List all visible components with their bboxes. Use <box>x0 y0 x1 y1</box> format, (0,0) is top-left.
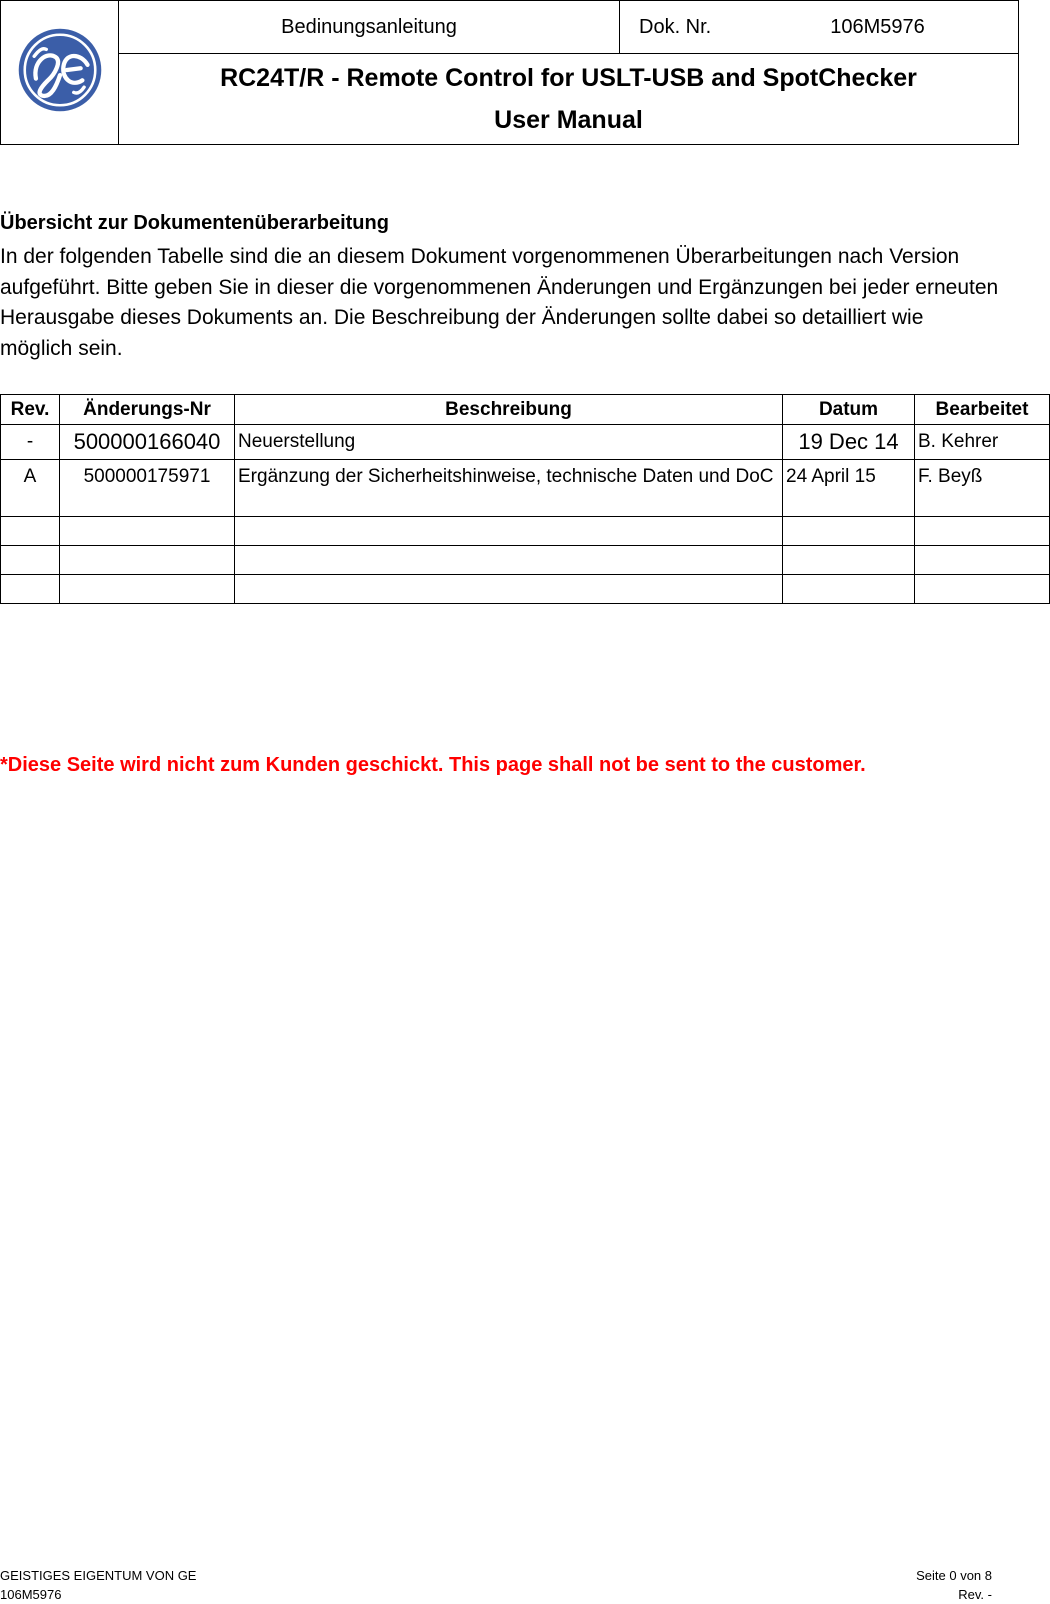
cell-date: 19 Dec 14 <box>783 425 915 460</box>
cell-change-number: 500000166040 <box>60 425 235 460</box>
footer-page-number: Seite 0 von 8 <box>916 1568 992 1583</box>
title-line-2: User Manual <box>494 106 643 134</box>
empty-cell <box>915 517 1050 546</box>
cell-editor: B. Kehrer <box>915 425 1050 460</box>
customer-notice: *Diese Seite wird nicht zum Kunden geschickt. This page shall not be sent to the customer. <box>0 754 866 776</box>
cell-change-number: 500000175971 <box>60 460 235 517</box>
empty-cell <box>783 517 915 546</box>
doc-number: 106M5976 <box>737 1 1019 54</box>
header-description: Beschreibung <box>235 395 783 425</box>
empty-cell <box>915 546 1050 575</box>
section-heading: Übersicht zur Dokumentenüberarbeitung <box>0 212 389 234</box>
empty-cell <box>1 517 60 546</box>
title-line-1: RC24T/R - Remote Control for USLT-USB and SpotChecker <box>220 64 917 92</box>
footer-doc-number: 106M5976 <box>0 1587 62 1602</box>
page-footer <box>0 1566 992 1604</box>
document-title <box>119 54 1019 145</box>
cell-description: Neuerstellung <box>235 425 783 460</box>
footer-ownership: GEISTIGES EIGENTUM VON GE <box>0 1568 197 1583</box>
empty-cell <box>60 546 235 575</box>
table-header-row <box>1 395 1050 425</box>
empty-cell <box>783 575 915 604</box>
doc-type: Bedinungsanleitung <box>119 1 620 54</box>
cell-description: Ergänzung der Sicherheitshinweise, technische Daten und DoC <box>235 460 783 517</box>
footer-revision: Rev. - <box>958 1587 992 1602</box>
empty-row <box>1 546 1050 575</box>
empty-row <box>1 517 1050 546</box>
empty-cell <box>235 517 783 546</box>
empty-row <box>1 575 1050 604</box>
header-date: Datum <box>783 395 915 425</box>
table-row <box>1 425 1050 460</box>
table-row <box>1 460 1050 517</box>
empty-cell <box>915 575 1050 604</box>
cell-date: 24 April 15 <box>783 460 915 517</box>
revision-table <box>0 394 1050 604</box>
cell-rev: A <box>1 460 60 517</box>
empty-cell <box>783 546 915 575</box>
cell-editor: F. Beyß <box>915 460 1050 517</box>
empty-cell <box>1 575 60 604</box>
doc-number-label: Dok. Nr. <box>620 1 738 54</box>
header-editor: Bearbeitet <box>915 395 1050 425</box>
document-header <box>0 0 1019 145</box>
intro-paragraph: In der folgenden Tabelle sind die an diesem Dokument vorgenommenen Überarbeitungen nach Version aufgeführt. Bitte geben Sie in dieser die vorgenommenen Änderungen und Ergänzungen bei jeder erneuten Herausgabe dieses Dokuments an. Die Beschreibung der Änderungen sollte dabei so detailliert wie möglich sein. <box>0 245 999 360</box>
empty-cell <box>235 575 783 604</box>
empty-cell <box>235 546 783 575</box>
footer-right <box>916 1566 992 1604</box>
empty-cell <box>1 546 60 575</box>
header-rev: Rev. <box>1 395 60 425</box>
cell-rev: - <box>1 425 60 460</box>
ge-logo-icon <box>17 27 103 113</box>
empty-cell <box>60 517 235 546</box>
logo-cell <box>1 1 119 145</box>
header-change-number: Änderungs-Nr <box>60 395 235 425</box>
empty-cell <box>60 575 235 604</box>
